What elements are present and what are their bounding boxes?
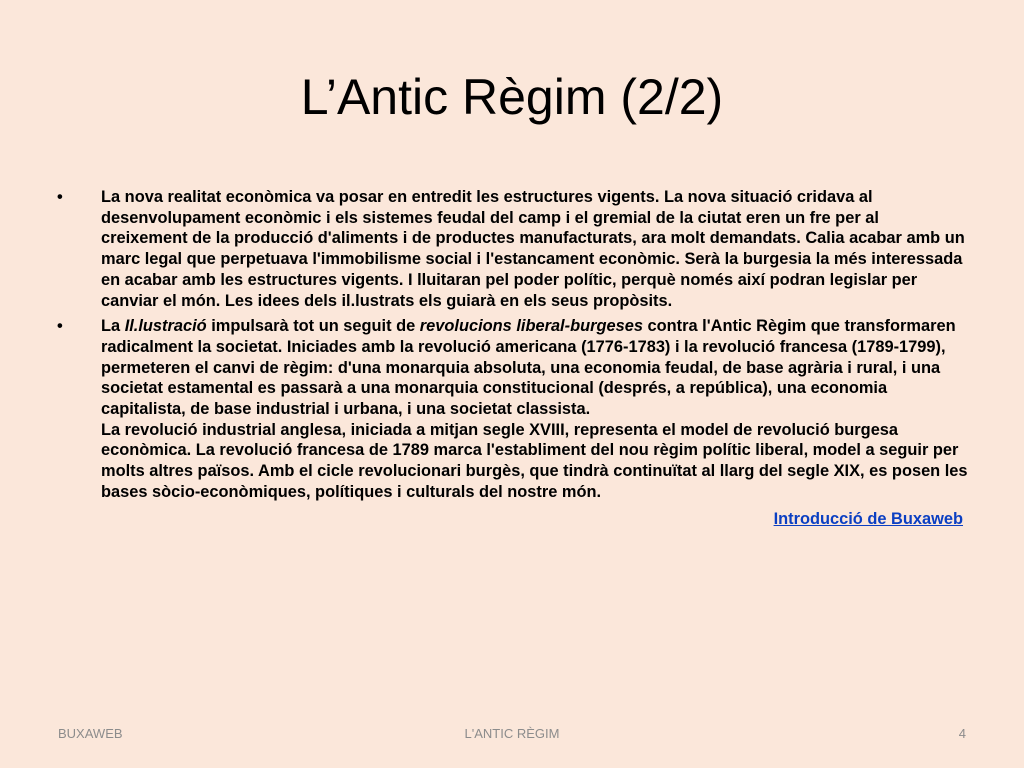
bullet-2-text-c: contra l'Antic Règim que transformaren radicalment la societat. Iniciades amb la revolució americana (1776-1783) i la revolució francesa (1789-1799), permeteren el canvi de règim: d'una monarquia absoluta, una economia feudal, de base agrària i rural, i una societat estamental es passarà a una monarquia constitucional (després, a república), una economia capitalista, de base industrial i urbana, i una societat classista. <box>101 317 956 419</box>
bullet-1-text: La nova realitat econòmica va posar en entredit les estructures vigents. La nova situació cridava al desenvolupament econòmic i els sistemes feudal del camp i el gremial de la ciutat eren un fre per al creixement de la producció d'aliments i de productes manufacturats, ara molt demandats. Calia acabar amb un marc legal que perpetuava l'immobilisme social i l'estancament econòmic. Serà la burgesia la més interessada en acabar amb les estructures vigents. I lluitaran pel poder polític, perquè només així podran legislar per canviar el món. Les idees dels il.lustrats els guiarà en els seus propòsits. <box>101 188 965 310</box>
bullet-2-paragraph-1 <box>101 316 969 420</box>
bullet-item-2 <box>57 316 969 502</box>
footer-page-number: 4 <box>958 726 966 741</box>
bullet-icon: • <box>57 188 63 206</box>
bullet-item-1 <box>57 187 969 311</box>
slide-title: L’Antic Règim (2/2) <box>300 69 724 125</box>
buxaweb-intro-link[interactable]: Introducció de Buxaweb <box>773 509 963 528</box>
footer-left: BUXAWEB <box>58 726 123 741</box>
footer-center: L'ANTIC RÈGIM <box>464 726 560 741</box>
bullet-2-text-b: impulsarà tot un seguit de <box>206 317 420 336</box>
bullet-2-paragraph-2: La revolució industrial anglesa, iniciada a mitjan segle XVIII, representa el model de revolució burgesa econòmica. La revolució francesa de 1789 marca l'establiment del nou règim polític liberal, model a seguir per molts altres països. Amb el cicle revolucionari burgès, que tindrà continuïtat al llarg del segle XIX, es posen les bases sòcio-econòmiques, polítiques i culturals del nostre món. <box>101 420 968 501</box>
link-row <box>57 508 969 530</box>
slide-body <box>57 187 969 530</box>
bullet-2-text-a: La <box>101 317 125 336</box>
bullet-2-emphasis-revolucions: revolucions liberal-burgeses <box>419 317 643 336</box>
bullet-icon: • <box>57 317 63 336</box>
bullet-2-emphasis-illustracio: Il.lustració <box>124 317 207 336</box>
